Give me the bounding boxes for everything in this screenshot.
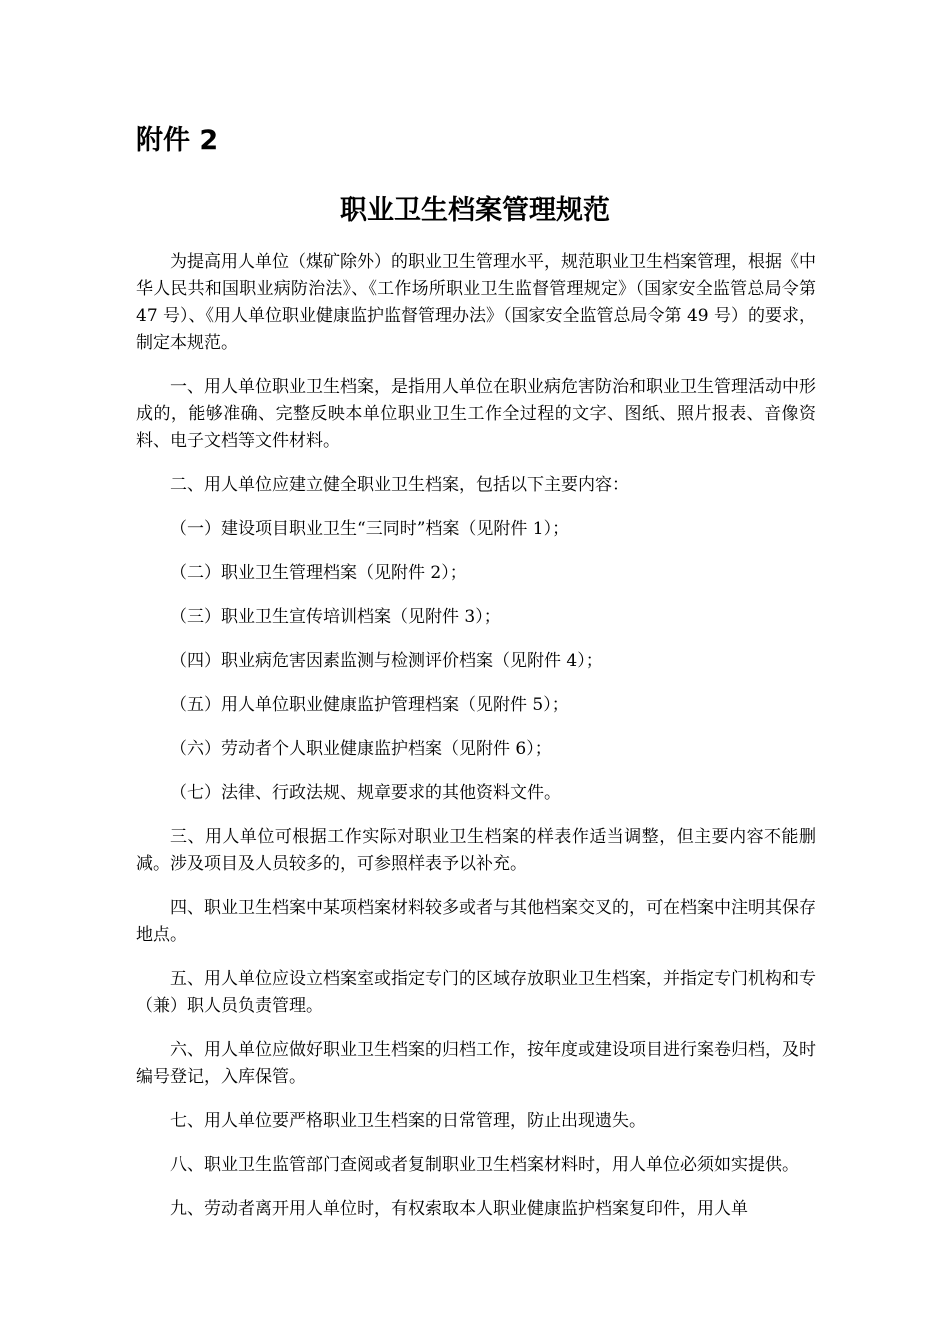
list-item-7: （七）法律、行政法规、规章要求的其他资料文件。 — [170, 783, 561, 803]
list-item-3: （三）职业卫生宣传培训档案（见附件 3）； — [170, 607, 501, 627]
list-item-6: （六）劳动者个人职业健康监护档案（见附件 6）； — [170, 739, 552, 759]
document-body — [136, 249, 816, 1240]
paragraph-6: 六、用人单位应做好职业卫生档案的归档工作，按年度或建设项目进行案卷归档，及时编号登记，入库保管。 — [136, 1040, 816, 1087]
paragraph-3: 三、用人单位可根据工作实际对职业卫生档案的样表作适当调整，但主要内容不能删减。涉及项目及人员较多的，可参照样表予以补充。 — [136, 827, 816, 874]
paragraph-9: 九、劳动者离开用人单位时，有权索取本人职业健康监护档案复印件，用人单 — [170, 1199, 748, 1219]
list-item-4: （四）职业病危害因素监测与检测评价档案（见附件 4）； — [170, 651, 603, 671]
document-title: 职业卫生档案管理规范 — [340, 195, 610, 226]
paragraph-8: 八、职业卫生监管部门查阅或者复制职业卫生档案材料时，用人单位必须如实提供。 — [170, 1155, 799, 1175]
paragraph-4: 四、职业卫生档案中某项档案材料较多或者与其他档案交叉的，可在档案中注明其保存地点。 — [136, 898, 816, 945]
paragraph-1: 一、用人单位职业卫生档案，是指用人单位在职业病危害防治和职业卫生管理活动中形成的，能够准确、完整反映本单位职业卫生工作全过程的文字、图纸、照片报表、音像资料、电子文档等文件材料。 — [136, 377, 816, 451]
paragraph-2: 二、用人单位应建立健全职业卫生档案，包括以下主要内容： — [170, 475, 629, 495]
paragraph-intro: 为提高用人单位（煤矿除外）的职业卫生管理水平，规范职业卫生档案管理，根据《中华人民共和国职业病防治法》、《工作场所职业卫生监督管理规定》（国家安全监管总局令第 47 号）、《用人单位职业健康监护监督管理办法》（国家安全监管总局令第 49 号）的要求，制定本规范。 — [136, 252, 816, 353]
list-item-1: （一）建设项目职业卫生“三同时”档案（见附件 1）； — [170, 519, 570, 539]
paragraph-7: 七、用人单位要严格职业卫生档案的日常管理，防止出现遗失。 — [170, 1111, 646, 1131]
paragraph-5: 五、用人单位应设立档案室或指定专门的区域存放职业卫生档案，并指定专门机构和专（兼）职人员负责管理。 — [136, 969, 816, 1016]
attachment-label: 附件 2 — [136, 125, 219, 156]
list-item-5: （五）用人单位职业健康监护管理档案（见附件 5）； — [170, 695, 569, 715]
list-item-2: （二）职业卫生管理档案（见附件 2）； — [170, 563, 467, 583]
